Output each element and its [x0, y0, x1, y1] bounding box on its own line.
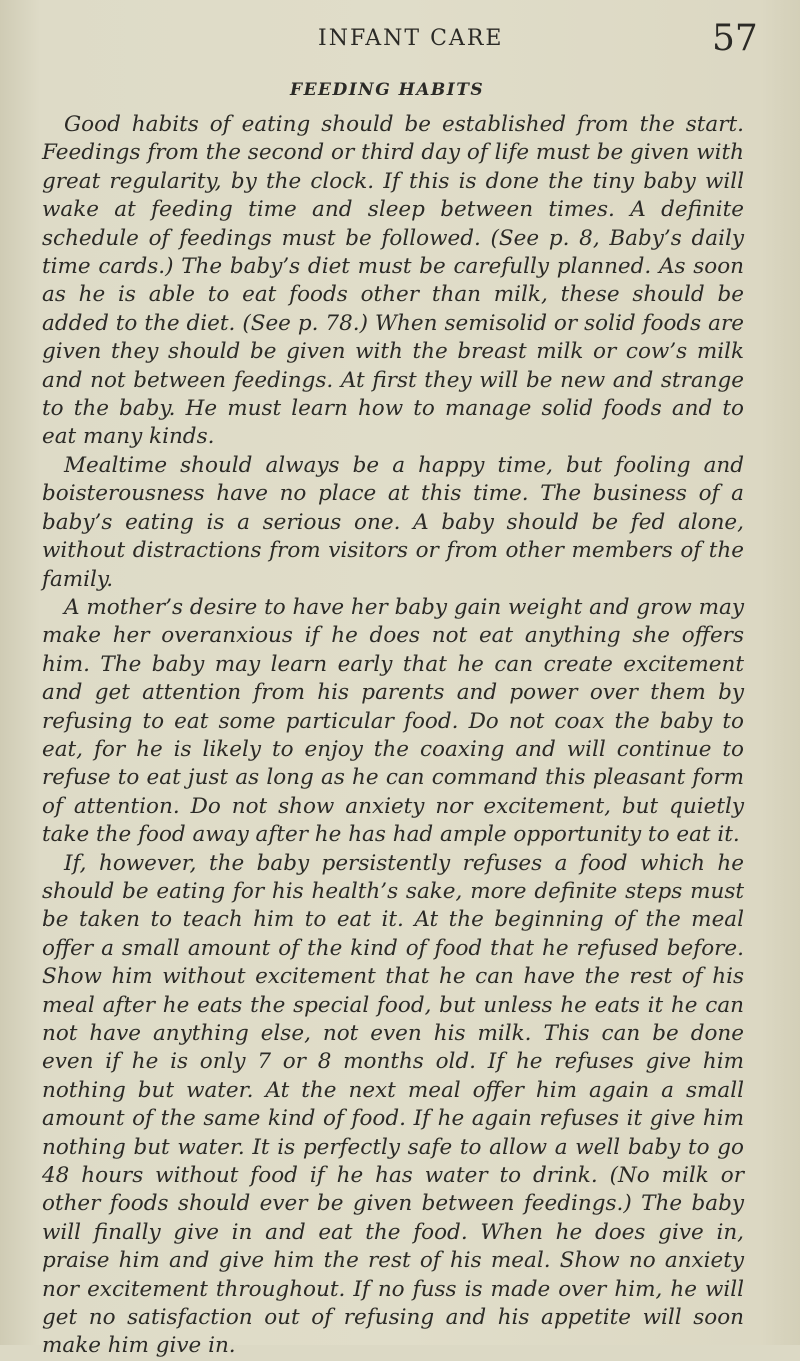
paragraph-mealtime: Mealtime should always be a happy time, but fooling and boisterousness have no place at this time. The business of a baby’s eating is a serious one. A baby should be fed alone, without distractions from visitors or from other members of the family.	[42, 452, 744, 592]
paragraph-good-habits: Good habits of eating should be established from the start. Feedings from the second or third day of life must be given with great regularity, by the clock. If this is done the tiny baby will wake at feeding time and sleep between times. A definite schedule of feedings must be followed. (See p. 8, Baby’s daily time cards.) The baby’s diet must be carefully planned. As soon as he is able to eat foods other than milk, these should be added to the diet. (See p. 78.) When semisolid or solid foods are given they should be given with the breast milk or cow’s milk and not between feedings. At first they will be new and strange to the baby. He must learn how to manage solid foods and to eat many kinds.	[42, 112, 744, 450]
section-title: FEEDING HABITS	[290, 80, 485, 100]
body-text	[42, 111, 744, 1361]
page-number: 57	[712, 18, 758, 59]
paragraph-persistent-refusal: If, however, the baby persistently refuses a food which he should be eating for his health’s sake, more definite steps must be taken to teach him to eat it. At the beginning of the meal offer a small amount of the kind of food that he refused before. Show him without excitement that he can have the rest of his meal after he eats the special food, but unless he eats it he can not have anything else, not even his milk. This can be done even if he is only 7 or 8 months old. If he refuses give him nothing but water. At the next meal offer him again a small amount of the same kind of food. If he again refuses it give him nothing but water. It is perfectly safe to allow a well baby to go 48 hours without food if he has water to drink. (No milk or other foods should ever be given between feedings.) The baby will finally give in and eat the food. When he does give in, praise him and give him the rest of his meal. Show no anxiety nor excitement throughout. If no fuss is made over him, he will get no satisfaction out of refusing and his appetite will soon make him give in.	[42, 850, 744, 1359]
running-head: INFANT CARE	[318, 26, 504, 51]
paragraph-mothers-desire: A mother’s desire to have her baby gain weight and grow may make her overanxious if he does not eat anything she offers him. The baby may learn early that he can create excitement and get attention from his parents and power over them by refusing to eat some particular food. Do not coax the baby to eat, for he is likely to enjoy the coaxing and will continue to refuse to eat just as long as he can command this pleasant form of attention. Do not show anxiety nor excitement, but quietly take the food away after he has had ample opportunity to eat it.	[42, 594, 744, 848]
